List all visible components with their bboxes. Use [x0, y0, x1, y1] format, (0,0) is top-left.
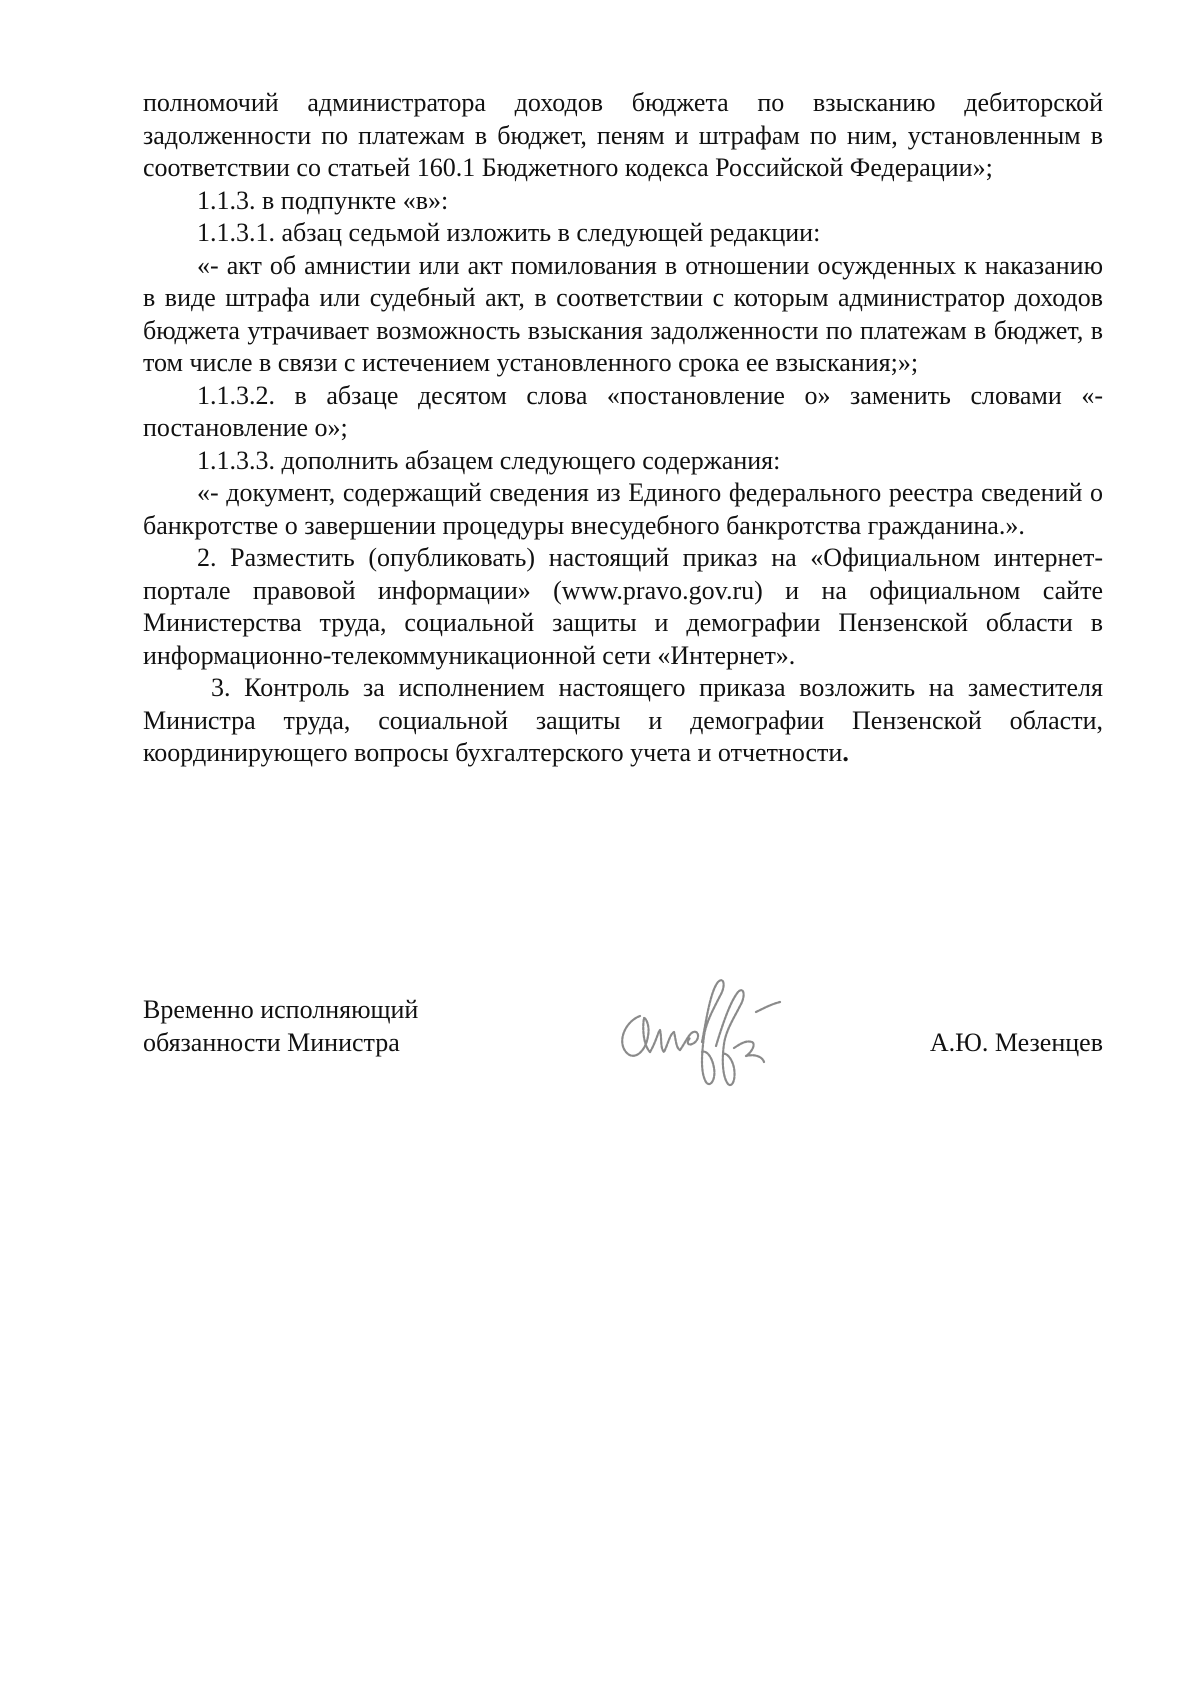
handwritten-signature [606, 972, 788, 1092]
paragraph-item-1-1-3-1: 1.1.3.1. абзац седьмой изложить в следующей редакции: [197, 218, 821, 247]
paragraph-item-2-publish: 2. Разместить (опубликовать) настоящий приказ на «Официальном интернет-портале правовой информации» (www.pravo.gov.ru) и на официальном сайте Министерства труда, социальной защиты и демографии Пензенской области в информационно-телекоммуникационной сети «Интернет». [143, 543, 1103, 670]
control-text: 3. Контроль за исполнением настоящего приказа возложить на заместителя Министра труда, социальной защиты и демографии Пензенской области, координирующего вопросы бухгалтерского учета и отчетности [143, 673, 1103, 767]
paragraph-item-1-1-3: 1.1.3. в подпункте «в»: [197, 185, 449, 215]
document-body [143, 87, 1103, 770]
signatory-position [143, 994, 418, 1059]
paragraph-item-1-1-3-3: 1.1.3.3. дополнить абзацем следующего содержания: [197, 445, 781, 475]
position-line-1: Временно исполняющий [143, 995, 419, 1024]
paragraph-item-1-1-3-2: 1.1.3.2. в абзаце десятом слова «постановление о» заменить словами «-постановление о»; [143, 380, 1103, 442]
signatory-name: А.Ю. Мезенцев [929, 1028, 1103, 1057]
paragraph-bankruptcy-document: «- документ, содержащий сведения из Единого федерального реестра сведений о банкротстве о завершении процедуры внесудебного банкротства гражданина.». [143, 478, 1103, 540]
position-line-2: обязанности Министра [143, 1027, 400, 1057]
paragraph-continuation: полномочий администратора доходов бюджета по взысканию дебиторской задолженности по платежам в бюджет, пеням и штрафам по ним, установленным в соответствии со статьей 160.1 Бюджетного кодекса Российской Федерации»; [143, 88, 1103, 182]
paragraph-amnesty-act: «- акт об амнистии или акт помилования в отношении осужденных к наказанию в виде штрафа или судебный акт, в соответствии с которым администратор доходов бюджета утрачивает возможность взыскания задолженности по платежам в бюджет, в том числе в связи с истечением установленного срока ее взыскания;»; [143, 250, 1103, 377]
paragraph-item-3-control [143, 672, 1103, 770]
final-period: . [842, 738, 849, 767]
